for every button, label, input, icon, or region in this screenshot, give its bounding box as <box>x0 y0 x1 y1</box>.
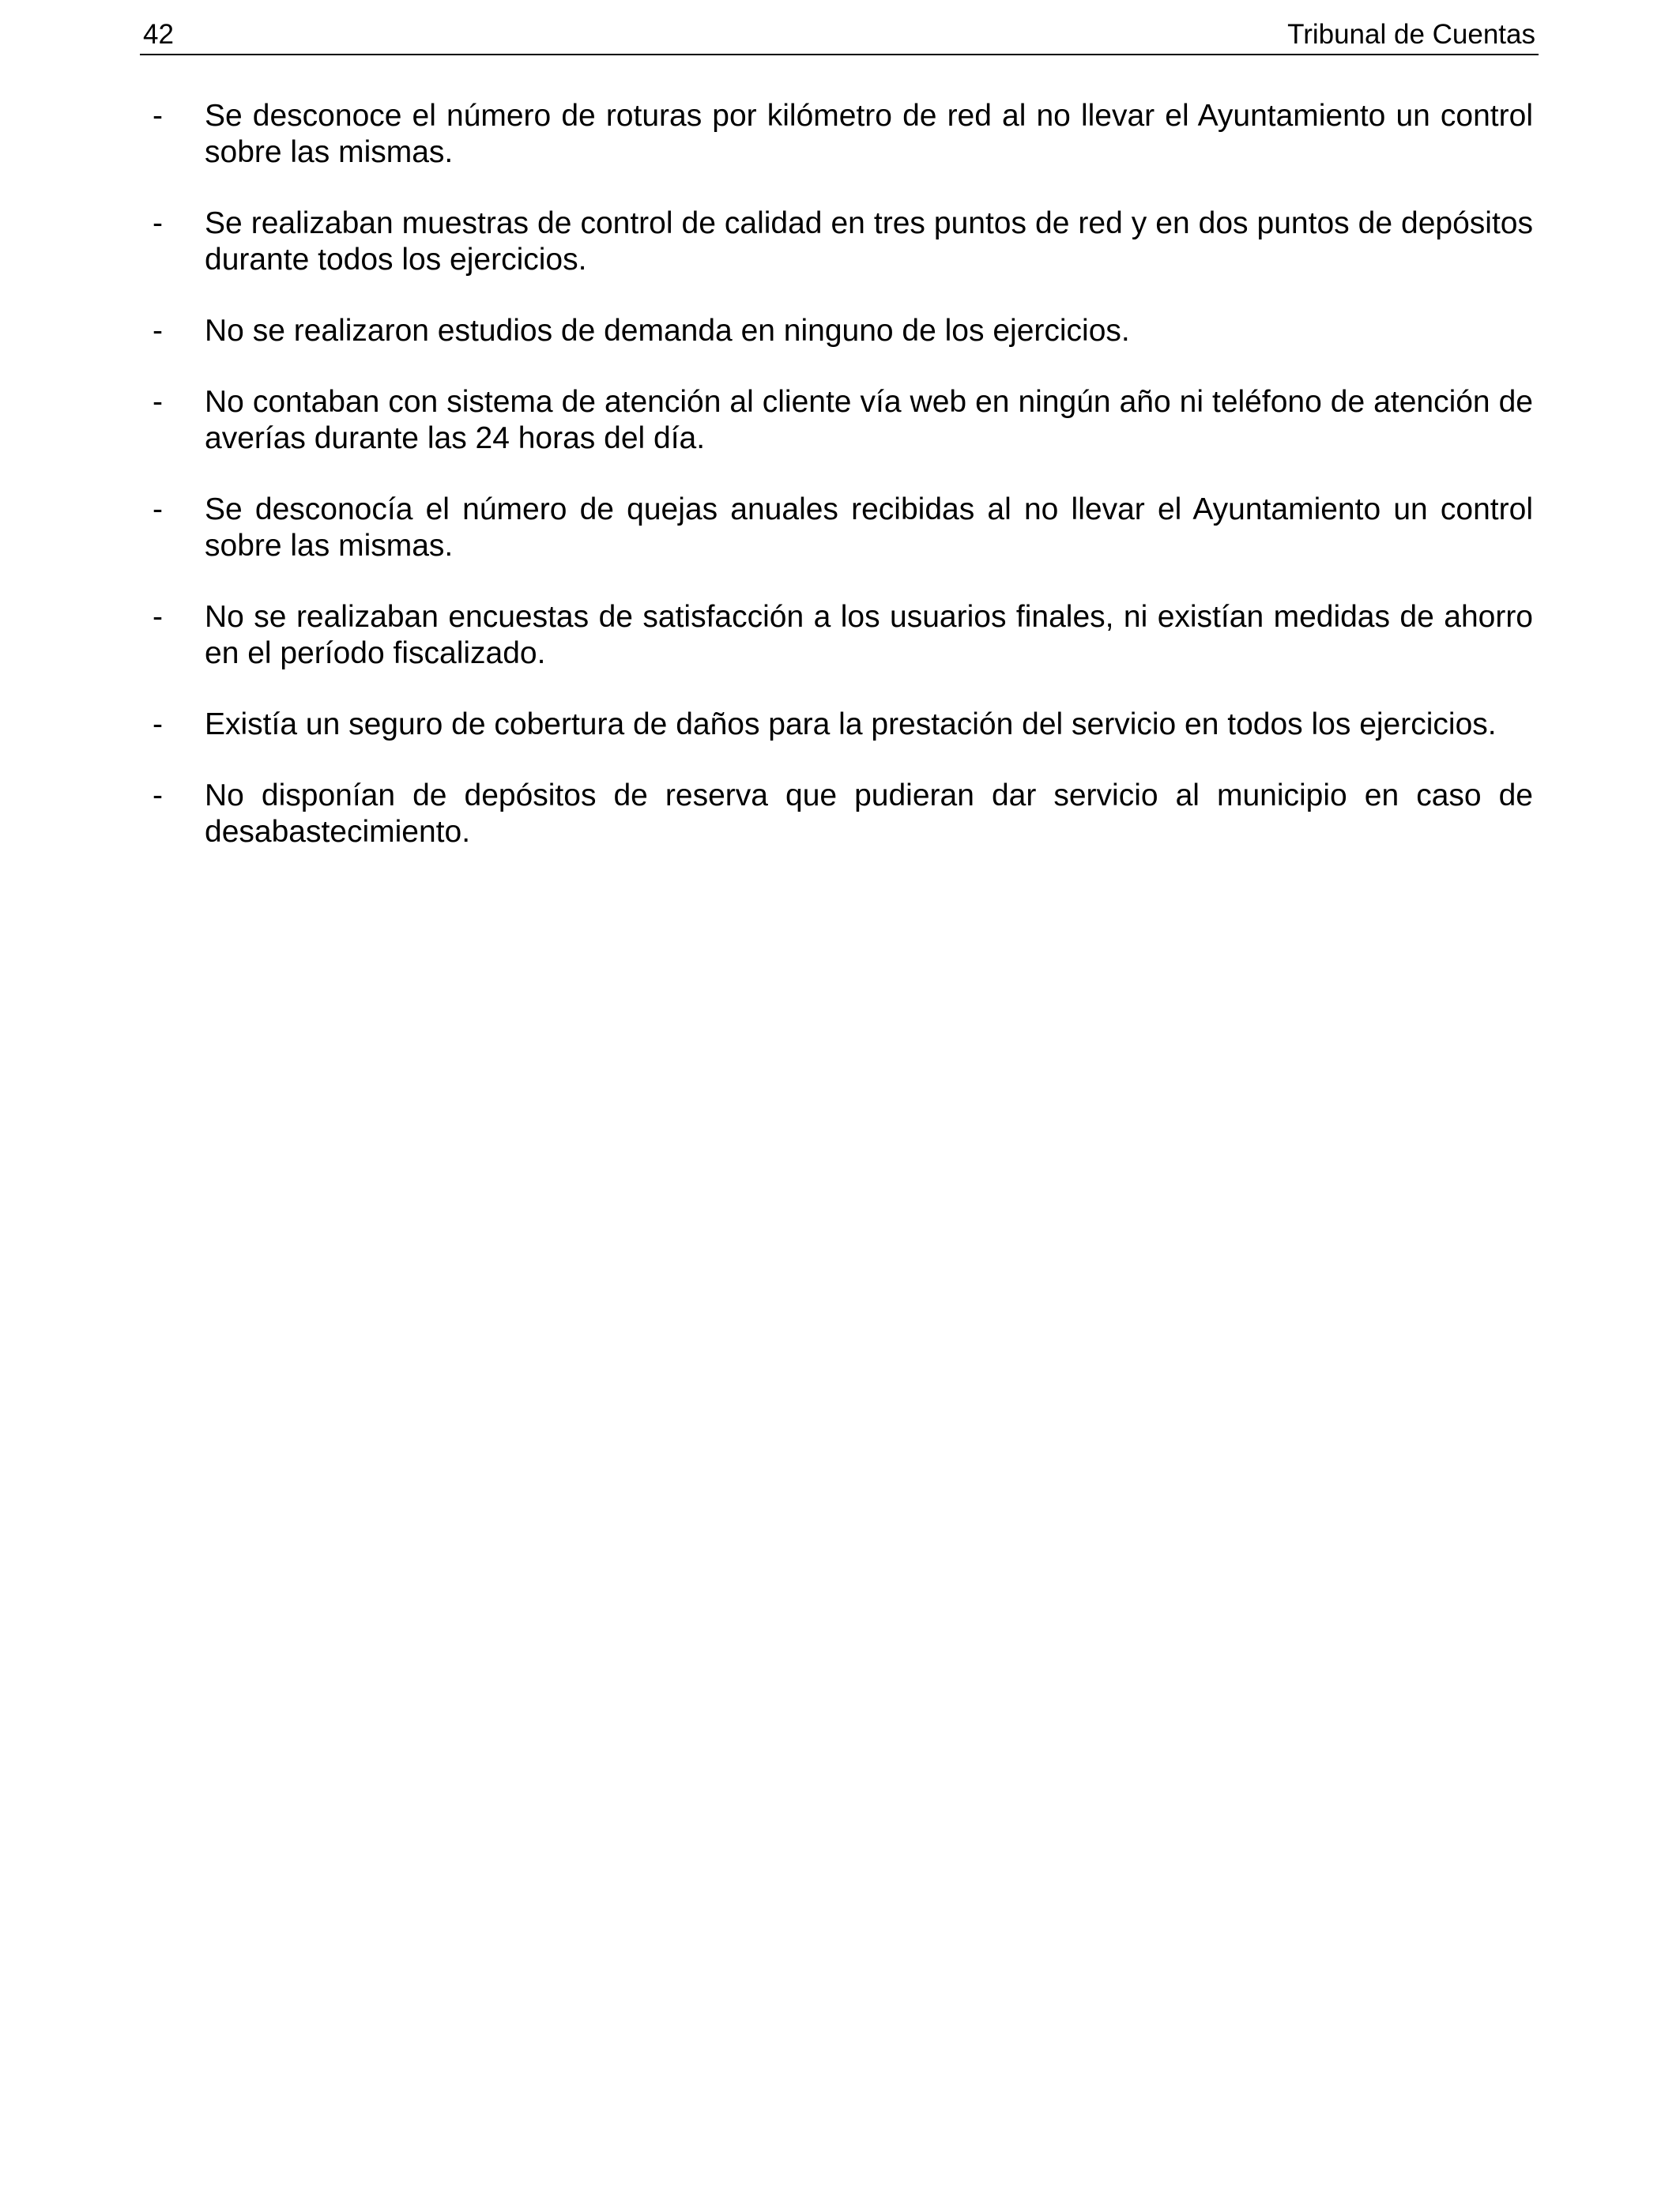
list-item-text: Se desconoce el número de roturas por kilómetro de red al no llevar el Ayuntamiento un control sobre las mismas. <box>205 99 1533 169</box>
bullet-list <box>0 98 1680 885</box>
bullet-marker: - <box>153 99 163 133</box>
bullet-marker: - <box>153 778 163 812</box>
list-item <box>0 384 1680 457</box>
bullet-marker: - <box>153 206 163 240</box>
header-title: Tribunal de Cuentas <box>1287 19 1535 50</box>
bullet-marker: - <box>153 385 163 419</box>
list-item-text: Existía un seguro de cobertura de daños para la prestación del servicio en todos los ejercicios. <box>205 707 1497 741</box>
list-item-text: No contaban con sistema de atención al cliente vía web en ningún año ni teléfono de atención de averías durante las 24 horas del día. <box>205 385 1533 455</box>
list-item-text: Se desconocía el número de quejas anuales recibidas al no llevar el Ayuntamiento un control sobre las mismas. <box>205 492 1533 563</box>
list-item <box>0 98 1680 171</box>
bullet-marker: - <box>153 314 163 348</box>
list-item <box>0 492 1680 564</box>
page-header <box>140 17 1539 55</box>
list-item-text: No disponían de depósitos de reserva que pudieran dar servicio al municipio en caso de desabastecimiento. <box>205 778 1533 849</box>
bullet-marker: - <box>153 492 163 526</box>
list-item <box>0 707 1680 743</box>
bullet-marker: - <box>153 707 163 741</box>
list-item-text: Se realizaban muestras de control de calidad en tres puntos de red y en dos puntos de depósitos durante todos los ejercicios. <box>205 206 1533 277</box>
bullet-marker: - <box>153 600 163 634</box>
list-item <box>0 778 1680 850</box>
page-number: 42 <box>143 19 174 50</box>
list-item <box>0 599 1680 672</box>
list-item-text: No se realizaban encuestas de satisfacción a los usuarios finales, ni existían medidas de ahorro en el período fiscalizado. <box>205 600 1533 670</box>
list-item-text: No se realizaron estudios de demanda en ninguno de los ejercicios. <box>205 314 1130 348</box>
list-item <box>0 205 1680 278</box>
list-item <box>0 313 1680 349</box>
